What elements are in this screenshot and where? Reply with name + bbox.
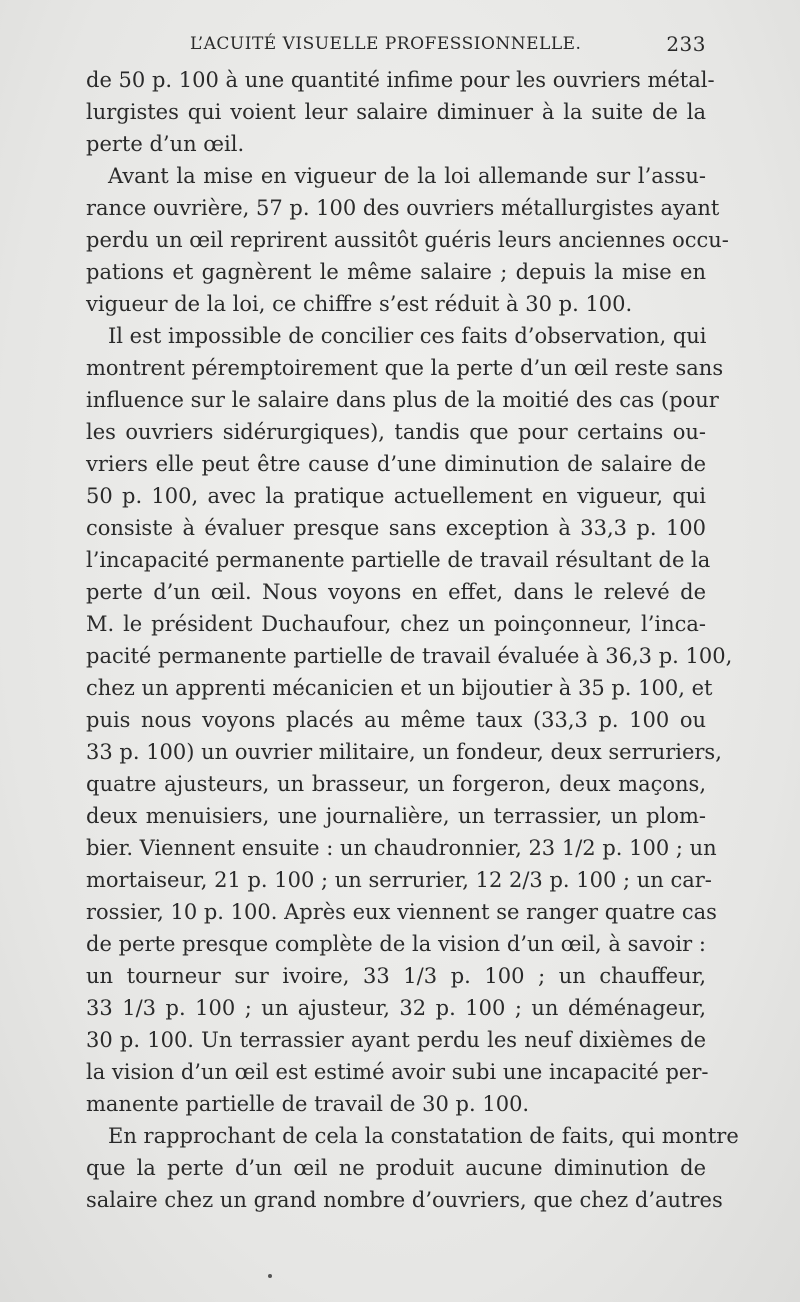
text-line: mortaiseur, 21 p. 100 ; un serrurier, 12 2/3 p. 100 ; un car-: [86, 868, 712, 892]
paragraph: [86, 160, 729, 320]
text-line: salaire chez un grand nombre d’ouvriers, que chez d’autres: [86, 1188, 723, 1212]
body-text: [86, 64, 739, 1216]
text-line: manente partielle de travail de 30 p. 100.: [86, 1092, 530, 1116]
text-line: rossier, 10 p. 100. Après eux viennent se ranger quatre cas: [86, 900, 717, 924]
text-line: l’incapacité permanente partielle de travail résultant de la: [86, 548, 711, 572]
text-line: lurgistes qui voient leur salaire diminuer à la suite de la: [86, 100, 706, 124]
text-line: la vision d’un œil est estimé avoir subi une incapacité per-: [86, 1060, 709, 1084]
text-line: pacité permanente partielle de travail évaluée à 36,3 p. 100,: [86, 644, 733, 668]
paragraph: [86, 1120, 739, 1216]
text-line: influence sur le salaire dans plus de la moitié des cas (pour: [86, 388, 719, 412]
text-line: un tourneur sur ivoire, 33 1/3 p. 100 ; un chauffeur,: [86, 964, 706, 988]
text-line: 33 1/3 p. 100 ; un ajusteur, 32 p. 100 ; un déménageur,: [86, 996, 706, 1020]
text-line: rance ouvrière, 57 p. 100 des ouvriers métallurgistes ayant: [86, 196, 720, 220]
text-line: pations et gagnèrent le même salaire ; depuis la mise en: [86, 260, 706, 284]
text-line: bier. Viennent ensuite : un chaudronnier, 23 1/2 p. 100 ; un: [86, 836, 717, 860]
text-line: perte d’un œil.: [86, 132, 245, 156]
ink-speck: [268, 1274, 272, 1278]
text-line: de perte presque complète de la vision d’un œil, à savoir :: [86, 932, 706, 956]
text-line: vigueur de la loi, ce chiffre s’est réduit à 30 p. 100.: [86, 292, 633, 316]
running-title: L’ACUITÉ VISUELLE PROFESSIONNELLE.: [190, 34, 582, 54]
text-line: vriers elle peut être cause d’une diminution de salaire de: [86, 452, 706, 476]
text-line: En rapprochant de cela la constatation de faits, qui montre: [108, 1124, 739, 1148]
text-line: deux menuisiers, une journalière, un terrassier, un plom-: [86, 804, 706, 828]
text-line: M. le président Duchaufour, chez un poinçonneur, l’inca-: [86, 612, 706, 636]
text-line: consiste à évaluer presque sans exception à 33,3 p. 100: [86, 516, 706, 540]
text-line: puis nous voyons placés au même taux (33,3 p. 100 ou: [86, 708, 706, 732]
text-line: perdu un œil reprirent aussitôt guéris leurs anciennes occu-: [86, 228, 729, 252]
paragraph: [86, 64, 715, 160]
text-line: Avant la mise en vigueur de la loi allemande sur l’assu-: [108, 164, 706, 188]
text-line: quatre ajusteurs, un brasseur, un forgeron, deux maçons,: [86, 772, 706, 796]
text-line: chez un apprenti mécanicien et un bijoutier à 35 p. 100, et: [86, 676, 713, 700]
text-line: les ouvriers sidérurgiques), tandis que pour certains ou-: [86, 420, 706, 444]
text-line: de 50 p. 100 à une quantité infime pour les ouvriers métal-: [86, 68, 715, 92]
text-line: 50 p. 100, avec la pratique actuellement en vigueur, qui: [86, 484, 706, 508]
text-line: Il est impossible de concilier ces faits d’observation, qui: [108, 324, 707, 348]
text-line: 30 p. 100. Un terrassier ayant perdu les neuf dixièmes de: [86, 1028, 706, 1052]
text-line: 33 p. 100) un ouvrier militaire, un fondeur, deux serruriers,: [86, 740, 722, 764]
text-line: montrent péremptoirement que la perte d’un œil reste sans: [86, 356, 724, 380]
text-line: que la perte d’un œil ne produit aucune diminution de: [86, 1156, 706, 1180]
text-line: perte d’un œil. Nous voyons en effet, dans le relevé de: [86, 580, 706, 604]
page-number: 233: [666, 32, 706, 56]
paragraph: [86, 320, 733, 1120]
